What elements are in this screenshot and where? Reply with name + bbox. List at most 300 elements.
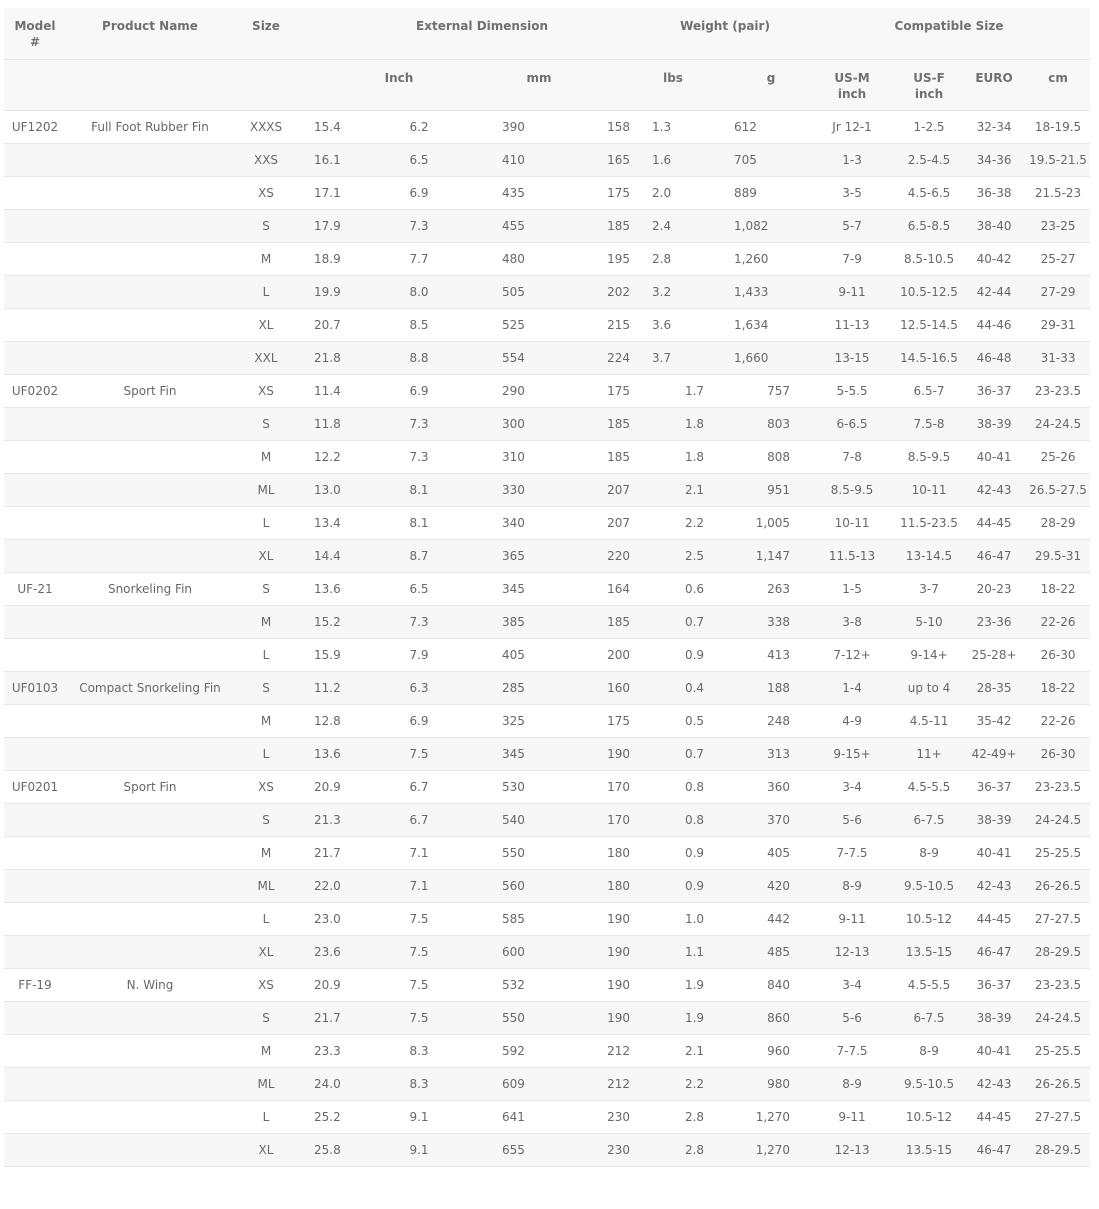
- cell-us-f: up to 4: [896, 671, 962, 704]
- cell-size: XL: [234, 539, 298, 572]
- cell-cm: 18-22: [1026, 671, 1090, 704]
- cell-weight-lbs: 0.9: [642, 836, 714, 869]
- cell-size: L: [234, 506, 298, 539]
- cell-weight-g: 1,005: [714, 506, 808, 539]
- cell-model: [4, 605, 66, 638]
- cell-model: [4, 935, 66, 968]
- cell-size: M: [234, 704, 298, 737]
- cell-model: [4, 737, 66, 770]
- cell-weight-lbs: 1.9: [642, 968, 714, 1001]
- cell-length-mm: 310: [480, 440, 560, 473]
- cell-length-mm: 550: [480, 836, 560, 869]
- cell-model: UF-21: [4, 572, 66, 605]
- cell-euro: 35-42: [962, 704, 1026, 737]
- cell-width-mm: 212: [560, 1034, 642, 1067]
- cell-weight-g: 442: [714, 902, 808, 935]
- header-g: g: [714, 59, 808, 110]
- cell-us-f: 9.5-10.5: [896, 869, 962, 902]
- table-row: [4, 1133, 1090, 1166]
- cell-width-inch: 6.9: [358, 704, 480, 737]
- cell-length-mm: 410: [480, 143, 560, 176]
- cell-weight-g: 1,270: [714, 1100, 808, 1133]
- cell-weight-lbs: 1.8: [642, 440, 714, 473]
- header-lbs: lbs: [642, 59, 714, 110]
- cell-model: [4, 902, 66, 935]
- cell-width-inch: 7.5: [358, 935, 480, 968]
- cell-length-inch: 11.8: [298, 407, 358, 440]
- table-row: [4, 836, 1090, 869]
- cell-width-mm: 175: [560, 704, 642, 737]
- cell-width-inch: 7.1: [358, 869, 480, 902]
- cell-width-inch: 8.3: [358, 1034, 480, 1067]
- cell-weight-g: 1,260: [714, 242, 808, 275]
- cell-width-inch: 8.1: [358, 473, 480, 506]
- cell-length-mm: 655: [480, 1133, 560, 1166]
- cell-length-inch: 15.9: [298, 638, 358, 671]
- cell-size: S: [234, 209, 298, 242]
- cell-length-inch: 17.9: [298, 209, 358, 242]
- cell-us-f: 1-2.5: [896, 110, 962, 143]
- cell-width-mm: 200: [560, 638, 642, 671]
- cell-us-f: 10-11: [896, 473, 962, 506]
- cell-us-m: 3-4: [808, 968, 896, 1001]
- cell-us-m: 9-11: [808, 1100, 896, 1133]
- table-row: [4, 1034, 1090, 1067]
- cell-width-mm: 224: [560, 341, 642, 374]
- cell-us-m: 8-9: [808, 869, 896, 902]
- cell-width-inch: 6.9: [358, 374, 480, 407]
- cell-size: S: [234, 803, 298, 836]
- cell-cm: 28-29.5: [1026, 935, 1090, 968]
- cell-euro: 38-40: [962, 209, 1026, 242]
- cell-cm: 26-26.5: [1026, 869, 1090, 902]
- table-row: [4, 935, 1090, 968]
- cell-width-inch: 7.9: [358, 638, 480, 671]
- cell-product-name: [66, 473, 234, 506]
- cell-product-name: [66, 902, 234, 935]
- cell-length-mm: 554: [480, 341, 560, 374]
- cell-length-mm: 600: [480, 935, 560, 968]
- header-cm: cm: [1026, 59, 1090, 110]
- cell-product-name: Full Foot Rubber Fin: [66, 110, 234, 143]
- cell-product-name: [66, 1034, 234, 1067]
- cell-size: S: [234, 1001, 298, 1034]
- cell-cm: 28-29.5: [1026, 1133, 1090, 1166]
- cell-size: S: [234, 572, 298, 605]
- cell-length-inch: 23.3: [298, 1034, 358, 1067]
- cell-length-mm: 641: [480, 1100, 560, 1133]
- cell-width-inch: 7.5: [358, 968, 480, 1001]
- cell-us-m: 5-5.5: [808, 374, 896, 407]
- cell-us-f: 8.5-9.5: [896, 440, 962, 473]
- cell-product-name: [66, 176, 234, 209]
- table-header: [4, 8, 1090, 110]
- cell-width-inch: 7.5: [358, 737, 480, 770]
- cell-length-inch: 21.7: [298, 1001, 358, 1034]
- cell-length-inch: 13.4: [298, 506, 358, 539]
- cell-us-m: 7-9: [808, 242, 896, 275]
- cell-us-f: 9.5-10.5: [896, 1067, 962, 1100]
- cell-us-f: 12.5-14.5: [896, 308, 962, 341]
- table-row: [4, 968, 1090, 1001]
- cell-length-mm: 345: [480, 737, 560, 770]
- cell-width-mm: 164: [560, 572, 642, 605]
- cell-length-inch: 24.0: [298, 1067, 358, 1100]
- header-blank: [66, 59, 234, 110]
- cell-length-mm: 285: [480, 671, 560, 704]
- cell-us-f: 3-7: [896, 572, 962, 605]
- cell-weight-g: 705: [714, 143, 808, 176]
- header-mm: mm: [480, 59, 642, 110]
- cell-width-mm: 180: [560, 836, 642, 869]
- cell-size: L: [234, 737, 298, 770]
- cell-euro: 38-39: [962, 407, 1026, 440]
- cell-cm: 26-30: [1026, 638, 1090, 671]
- cell-size: M: [234, 440, 298, 473]
- header-row-main: [4, 8, 1090, 59]
- cell-length-mm: 609: [480, 1067, 560, 1100]
- table-row: [4, 110, 1090, 143]
- table-row: [4, 605, 1090, 638]
- cell-size: XS: [234, 374, 298, 407]
- cell-weight-lbs: 2.4: [642, 209, 714, 242]
- cell-weight-lbs: 2.1: [642, 1034, 714, 1067]
- cell-weight-lbs: 0.8: [642, 803, 714, 836]
- cell-euro: 40-41: [962, 1034, 1026, 1067]
- cell-model: [4, 1001, 66, 1034]
- header-blank: [234, 59, 298, 110]
- cell-weight-g: 808: [714, 440, 808, 473]
- cell-length-mm: 340: [480, 506, 560, 539]
- cell-product-name: [66, 836, 234, 869]
- cell-model: [4, 803, 66, 836]
- cell-cm: 26-26.5: [1026, 1067, 1090, 1100]
- cell-weight-g: 951: [714, 473, 808, 506]
- cell-euro: 32-34: [962, 110, 1026, 143]
- cell-length-inch: 15.2: [298, 605, 358, 638]
- cell-us-f: 5-10: [896, 605, 962, 638]
- cell-width-inch: 7.7: [358, 242, 480, 275]
- cell-length-inch: 23.6: [298, 935, 358, 968]
- cell-euro: 36-37: [962, 770, 1026, 803]
- cell-length-mm: 550: [480, 1001, 560, 1034]
- cell-us-f: 13.5-15: [896, 935, 962, 968]
- cell-length-mm: 592: [480, 1034, 560, 1067]
- cell-euro: 40-41: [962, 440, 1026, 473]
- cell-length-mm: 345: [480, 572, 560, 605]
- cell-product-name: [66, 143, 234, 176]
- header-product-name: Product Name: [66, 8, 234, 59]
- cell-length-inch: 14.4: [298, 539, 358, 572]
- cell-length-mm: 560: [480, 869, 560, 902]
- cell-us-f: 13.5-15: [896, 1133, 962, 1166]
- cell-cm: 22-26: [1026, 704, 1090, 737]
- cell-length-mm: 330: [480, 473, 560, 506]
- cell-length-inch: 16.1: [298, 143, 358, 176]
- cell-width-inch: 7.3: [358, 209, 480, 242]
- header-model: Model #: [4, 8, 66, 59]
- cell-width-mm: 185: [560, 209, 642, 242]
- cell-weight-g: 960: [714, 1034, 808, 1067]
- cell-width-inch: 6.5: [358, 143, 480, 176]
- cell-cm: 25-26: [1026, 440, 1090, 473]
- cell-length-inch: 12.8: [298, 704, 358, 737]
- cell-cm: 18-19.5: [1026, 110, 1090, 143]
- spec-table-container: [4, 8, 1090, 1167]
- cell-euro: 36-37: [962, 374, 1026, 407]
- cell-length-inch: 11.2: [298, 671, 358, 704]
- cell-length-mm: 290: [480, 374, 560, 407]
- cell-euro: 46-47: [962, 1133, 1026, 1166]
- cell-product-name: N. Wing: [66, 968, 234, 1001]
- cell-us-m: 8-9: [808, 1067, 896, 1100]
- cell-weight-g: 338: [714, 605, 808, 638]
- cell-us-m: 3-4: [808, 770, 896, 803]
- cell-us-f: 6.5-7: [896, 374, 962, 407]
- header-inch: Inch: [298, 59, 480, 110]
- cell-us-m: 13-15: [808, 341, 896, 374]
- table-row: [4, 572, 1090, 605]
- cell-us-m: 7-12+: [808, 638, 896, 671]
- table-row: [4, 770, 1090, 803]
- cell-us-m: 5-7: [808, 209, 896, 242]
- cell-product-name: [66, 341, 234, 374]
- cell-weight-lbs: 0.7: [642, 737, 714, 770]
- cell-euro: 44-45: [962, 1100, 1026, 1133]
- cell-weight-lbs: 0.9: [642, 638, 714, 671]
- cell-euro: 46-48: [962, 341, 1026, 374]
- cell-euro: 36-37: [962, 968, 1026, 1001]
- cell-size: XS: [234, 770, 298, 803]
- cell-euro: 34-36: [962, 143, 1026, 176]
- cell-width-inch: 6.3: [358, 671, 480, 704]
- cell-cm: 29.5-31: [1026, 539, 1090, 572]
- cell-product-name: [66, 638, 234, 671]
- cell-us-m: 5-6: [808, 803, 896, 836]
- header-compatible-size: Compatible Size: [808, 8, 1090, 59]
- cell-width-inch: 8.5: [358, 308, 480, 341]
- cell-width-inch: 8.0: [358, 275, 480, 308]
- cell-weight-lbs: 3.2: [642, 275, 714, 308]
- fin-size-spec-table: [4, 8, 1090, 1167]
- cell-width-mm: 207: [560, 473, 642, 506]
- cell-width-inch: 6.9: [358, 176, 480, 209]
- cell-cm: 25-27: [1026, 242, 1090, 275]
- cell-product-name: [66, 1133, 234, 1166]
- cell-size: L: [234, 638, 298, 671]
- cell-width-mm: 195: [560, 242, 642, 275]
- cell-weight-lbs: 0.6: [642, 572, 714, 605]
- cell-width-mm: 212: [560, 1067, 642, 1100]
- cell-us-m: 8.5-9.5: [808, 473, 896, 506]
- cell-weight-g: 313: [714, 737, 808, 770]
- cell-model: [4, 176, 66, 209]
- cell-length-mm: 365: [480, 539, 560, 572]
- cell-weight-g: 980: [714, 1067, 808, 1100]
- cell-length-inch: 17.1: [298, 176, 358, 209]
- cell-us-m: 10-11: [808, 506, 896, 539]
- cell-weight-lbs: 2.8: [642, 242, 714, 275]
- cell-length-mm: 540: [480, 803, 560, 836]
- cell-cm: 24-24.5: [1026, 803, 1090, 836]
- cell-size: L: [234, 902, 298, 935]
- cell-width-mm: 215: [560, 308, 642, 341]
- cell-width-mm: 202: [560, 275, 642, 308]
- table-row: [4, 1067, 1090, 1100]
- cell-euro: 38-39: [962, 1001, 1026, 1034]
- cell-length-inch: 21.3: [298, 803, 358, 836]
- cell-model: [4, 341, 66, 374]
- cell-width-mm: 190: [560, 902, 642, 935]
- cell-length-inch: 20.9: [298, 968, 358, 1001]
- cell-us-m: 7-7.5: [808, 836, 896, 869]
- cell-product-name: [66, 407, 234, 440]
- cell-cm: 24-24.5: [1026, 1001, 1090, 1034]
- table-row: [4, 638, 1090, 671]
- cell-length-inch: 20.9: [298, 770, 358, 803]
- cell-us-m: 9-11: [808, 275, 896, 308]
- cell-us-m: Jr 12-1: [808, 110, 896, 143]
- cell-size: L: [234, 275, 298, 308]
- cell-weight-g: 840: [714, 968, 808, 1001]
- cell-weight-g: 1,433: [714, 275, 808, 308]
- cell-us-f: 14.5-16.5: [896, 341, 962, 374]
- cell-euro: 42-43: [962, 1067, 1026, 1100]
- cell-size: XL: [234, 1133, 298, 1166]
- cell-model: UF0202: [4, 374, 66, 407]
- cell-weight-g: 263: [714, 572, 808, 605]
- table-row: [4, 341, 1090, 374]
- cell-euro: 28-35: [962, 671, 1026, 704]
- cell-us-f: 11.5-23.5: [896, 506, 962, 539]
- cell-weight-g: 1,082: [714, 209, 808, 242]
- cell-weight-lbs: 1.6: [642, 143, 714, 176]
- cell-length-inch: 21.7: [298, 836, 358, 869]
- cell-weight-lbs: 2.2: [642, 506, 714, 539]
- cell-length-mm: 405: [480, 638, 560, 671]
- cell-width-inch: 7.3: [358, 605, 480, 638]
- cell-model: [4, 539, 66, 572]
- cell-model: UF0103: [4, 671, 66, 704]
- cell-product-name: [66, 869, 234, 902]
- cell-model: UF0201: [4, 770, 66, 803]
- cell-width-mm: 180: [560, 869, 642, 902]
- header-blank: [4, 59, 66, 110]
- cell-weight-g: 860: [714, 1001, 808, 1034]
- table-row: [4, 143, 1090, 176]
- cell-product-name: [66, 242, 234, 275]
- cell-size: XL: [234, 935, 298, 968]
- cell-width-inch: 8.8: [358, 341, 480, 374]
- cell-cm: 26-30: [1026, 737, 1090, 770]
- cell-euro: 20-23: [962, 572, 1026, 605]
- cell-width-mm: 185: [560, 605, 642, 638]
- cell-weight-g: 485: [714, 935, 808, 968]
- cell-width-mm: 190: [560, 737, 642, 770]
- cell-euro: 38-39: [962, 803, 1026, 836]
- cell-weight-lbs: 0.9: [642, 869, 714, 902]
- cell-length-inch: 21.8: [298, 341, 358, 374]
- cell-us-f: 8.5-10.5: [896, 242, 962, 275]
- cell-weight-g: 405: [714, 836, 808, 869]
- cell-cm: 23-23.5: [1026, 968, 1090, 1001]
- cell-width-mm: 230: [560, 1100, 642, 1133]
- cell-us-m: 1-3: [808, 143, 896, 176]
- cell-euro: 36-38: [962, 176, 1026, 209]
- cell-length-inch: 13.6: [298, 737, 358, 770]
- header-external-dimension: External Dimension: [298, 8, 642, 59]
- cell-width-inch: 8.1: [358, 506, 480, 539]
- cell-length-inch: 12.2: [298, 440, 358, 473]
- cell-product-name: [66, 935, 234, 968]
- cell-product-name: [66, 440, 234, 473]
- cell-size: L: [234, 1100, 298, 1133]
- cell-us-m: 3-5: [808, 176, 896, 209]
- cell-width-mm: 170: [560, 803, 642, 836]
- cell-us-m: 6-6.5: [808, 407, 896, 440]
- cell-us-m: 5-6: [808, 1001, 896, 1034]
- table-row: [4, 407, 1090, 440]
- table-row: [4, 176, 1090, 209]
- cell-length-mm: 300: [480, 407, 560, 440]
- cell-width-inch: 8.7: [358, 539, 480, 572]
- cell-model: [4, 143, 66, 176]
- cell-product-name: [66, 803, 234, 836]
- cell-width-mm: 190: [560, 1001, 642, 1034]
- cell-size: XXXS: [234, 110, 298, 143]
- cell-weight-g: 803: [714, 407, 808, 440]
- cell-us-f: 4.5-5.5: [896, 770, 962, 803]
- cell-model: [4, 869, 66, 902]
- cell-euro: 40-41: [962, 836, 1026, 869]
- cell-width-mm: 160: [560, 671, 642, 704]
- cell-weight-lbs: 2.1: [642, 473, 714, 506]
- cell-model: [4, 836, 66, 869]
- cell-us-f: 8-9: [896, 1034, 962, 1067]
- cell-us-f: 4.5-5.5: [896, 968, 962, 1001]
- cell-cm: 21.5-23: [1026, 176, 1090, 209]
- table-body: [4, 110, 1090, 1166]
- cell-product-name: Sport Fin: [66, 770, 234, 803]
- cell-us-m: 7-8: [808, 440, 896, 473]
- cell-weight-g: 757: [714, 374, 808, 407]
- cell-width-mm: 175: [560, 176, 642, 209]
- header-row-units: [4, 59, 1090, 110]
- cell-weight-lbs: 3.6: [642, 308, 714, 341]
- cell-us-f: 6.5-8.5: [896, 209, 962, 242]
- table-row: [4, 242, 1090, 275]
- cell-size: XL: [234, 308, 298, 341]
- cell-cm: 23-23.5: [1026, 770, 1090, 803]
- cell-euro: 42-44: [962, 275, 1026, 308]
- cell-length-mm: 455: [480, 209, 560, 242]
- cell-length-mm: 525: [480, 308, 560, 341]
- cell-us-f: 7.5-8: [896, 407, 962, 440]
- cell-euro: 46-47: [962, 935, 1026, 968]
- cell-weight-lbs: 2.8: [642, 1100, 714, 1133]
- cell-length-inch: 18.9: [298, 242, 358, 275]
- table-row: [4, 440, 1090, 473]
- cell-size: S: [234, 407, 298, 440]
- cell-length-inch: 13.0: [298, 473, 358, 506]
- cell-size: M: [234, 836, 298, 869]
- cell-length-inch: 13.6: [298, 572, 358, 605]
- cell-length-inch: 19.9: [298, 275, 358, 308]
- cell-model: [4, 506, 66, 539]
- cell-weight-lbs: 3.7: [642, 341, 714, 374]
- cell-model: [4, 275, 66, 308]
- cell-width-inch: 7.5: [358, 902, 480, 935]
